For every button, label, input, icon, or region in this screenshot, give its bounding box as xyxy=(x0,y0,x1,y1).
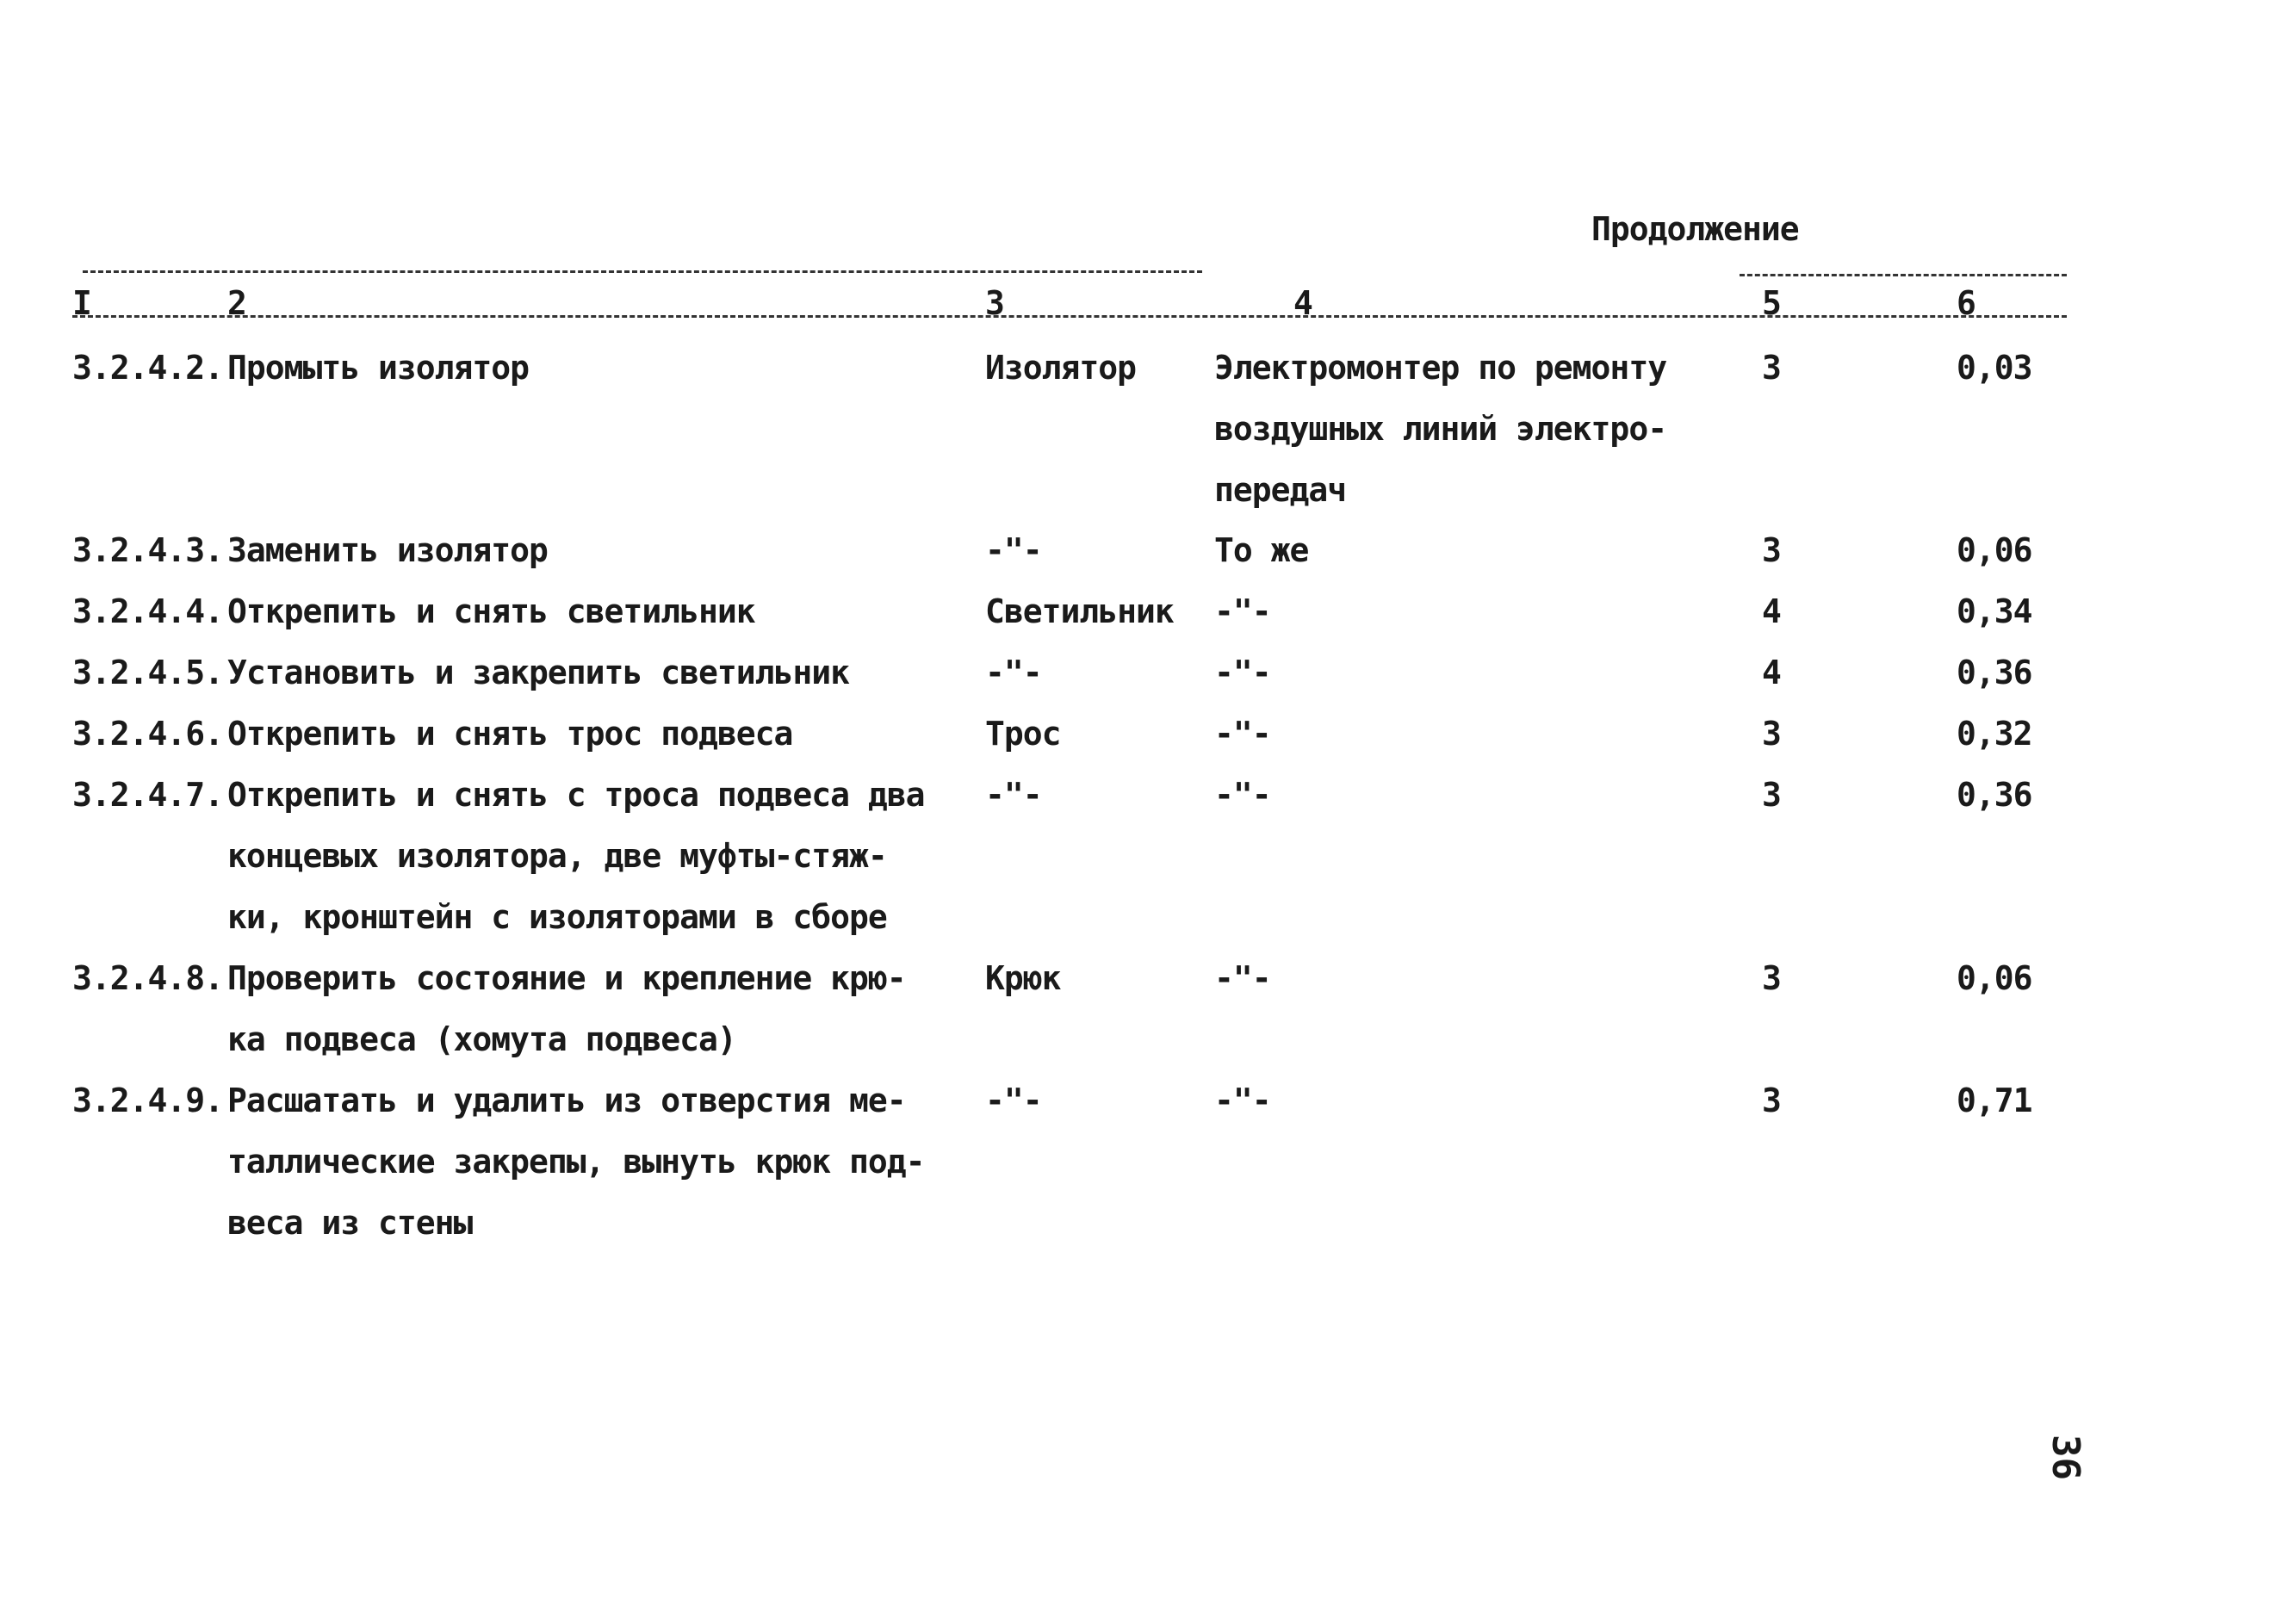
row-operation: веса из стены xyxy=(227,1204,473,1242)
row-code: 3.2.4.5. xyxy=(72,654,224,691)
column-number-1: I xyxy=(72,284,92,322)
row-operation: ки, кронштейн с изоляторами в сборе xyxy=(227,898,887,936)
row-time: 0,06 xyxy=(1957,531,2032,569)
row-time: 0,03 xyxy=(1957,349,2032,387)
header-top-line xyxy=(83,270,1202,273)
row-grade: 3 xyxy=(1762,959,1781,997)
row-operation: Открепить и снять светильник xyxy=(227,592,755,630)
row-code: 3.2.4.3. xyxy=(72,531,224,569)
row-object: -"- xyxy=(985,531,1042,569)
row-worker: -"- xyxy=(1214,776,1271,814)
row-operation: концевых изолятора, две муфты-стяж- xyxy=(227,837,887,875)
row-worker: -"- xyxy=(1214,715,1271,753)
row-operation: Проверить состояние и крепление крю- xyxy=(227,959,906,997)
row-code: 3.2.4.8. xyxy=(72,959,224,997)
row-object: Изолятор xyxy=(985,349,1137,387)
row-worker: передач xyxy=(1214,471,1347,509)
row-worker: -"- xyxy=(1214,1082,1271,1119)
row-time: 0,71 xyxy=(1957,1082,2032,1119)
row-worker: Электромонтер по ремонту xyxy=(1214,349,1667,387)
row-grade: 3 xyxy=(1762,715,1781,753)
row-worker: -"- xyxy=(1214,592,1271,630)
column-number-2: 2 xyxy=(227,284,247,322)
page-number: 36 xyxy=(2044,1435,2087,1480)
row-time: 0,34 xyxy=(1957,592,2032,630)
row-object: -"- xyxy=(985,1082,1042,1119)
row-operation: таллические закрепы, вынуть крюк под- xyxy=(227,1143,925,1181)
row-object: -"- xyxy=(985,654,1042,691)
row-time: 0,32 xyxy=(1957,715,2032,753)
column-number-4: 4 xyxy=(1293,284,1313,322)
row-operation: ка подвеса (хомута подвеса) xyxy=(227,1020,736,1058)
row-object: -"- xyxy=(985,776,1042,814)
row-worker: -"- xyxy=(1214,959,1271,997)
row-object: Светильник xyxy=(985,592,1174,630)
row-grade: 3 xyxy=(1762,1082,1781,1119)
column-number-3: 3 xyxy=(985,284,1005,322)
row-operation: Заменить изолятор xyxy=(227,531,548,569)
row-operation: Открепить и снять с троса подвеса два xyxy=(227,776,925,814)
continuation-label: Продолжение xyxy=(1591,210,1799,248)
row-time: 0,36 xyxy=(1957,654,2032,691)
row-grade: 3 xyxy=(1762,531,1781,569)
row-operation: Установить и закрепить светильник xyxy=(227,654,849,691)
row-grade: 3 xyxy=(1762,349,1781,387)
row-object: Крюк xyxy=(985,959,1061,997)
row-worker: То же xyxy=(1214,531,1309,569)
row-object: Трос xyxy=(985,715,1061,753)
row-grade: 4 xyxy=(1762,592,1781,630)
row-grade: 4 xyxy=(1762,654,1781,691)
row-code: 3.2.4.2. xyxy=(72,349,224,387)
row-code: 3.2.4.6. xyxy=(72,715,224,753)
row-operation: Открепить и снять трос подвеса xyxy=(227,715,793,753)
row-worker: -"- xyxy=(1214,654,1271,691)
row-worker: воздушных линий электро- xyxy=(1214,410,1667,448)
column-number-5: 5 xyxy=(1762,284,1782,322)
row-time: 0,06 xyxy=(1957,959,2032,997)
row-code: 3.2.4.7. xyxy=(72,776,224,814)
row-grade: 3 xyxy=(1762,776,1781,814)
row-operation: Расшатать и удалить из отверстия ме- xyxy=(227,1082,906,1119)
row-time: 0,36 xyxy=(1957,776,2032,814)
column-number-6: 6 xyxy=(1957,284,1976,322)
row-operation: Промыть изолятор xyxy=(227,349,530,387)
header-top-line-right xyxy=(1740,274,2067,276)
row-code: 3.2.4.4. xyxy=(72,592,224,630)
row-code: 3.2.4.9. xyxy=(72,1082,224,1119)
